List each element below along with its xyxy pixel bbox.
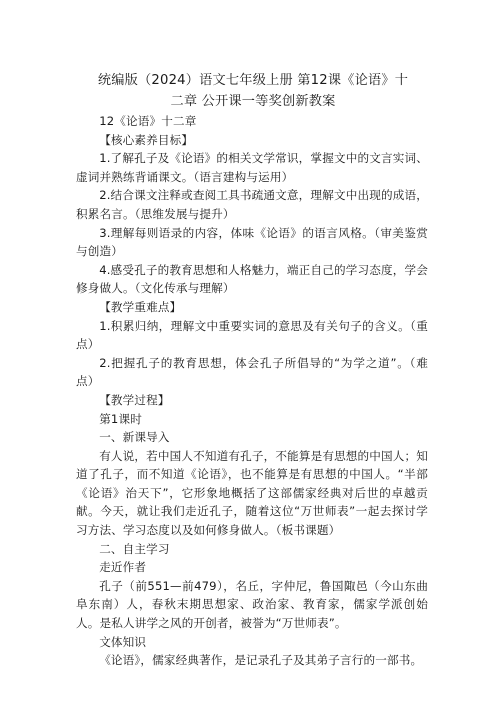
section-heading-core-goals: 【核心素养目标】 — [99, 132, 194, 147]
title-line-1: 统编版（2024）语文七年级上册 第12课《论语》十 — [97, 73, 409, 88]
period-heading: 第1课时 — [99, 411, 142, 426]
goal-item-1: 1.了解孔子及《论语》的相关文学常识，掌握文中的文言实词、虚词并熟练背诵课文。（语言建构与运用） — [76, 151, 428, 184]
genre-heading: 文体知识 — [99, 634, 147, 649]
section-heading-process: 【教学过程】 — [99, 392, 170, 407]
section-heading-key-points: 【教学重难点】 — [99, 299, 182, 314]
key-point-2: 2.把握孔子的教育思想，体会孔子所倡导的“为学之道”。（难点） — [76, 355, 428, 389]
document-body — [76, 112, 428, 670]
subsection-self-study-heading: 二、自主学习 — [99, 541, 170, 556]
document-title — [78, 70, 428, 112]
intro-paragraph: 有人说，若中国人不知道有孔子，不能算是有思想的中国人；知道了孔子，而不知道《论语》，也不能算是有思想的中国人。“半部《论语》治天下”，它形象地概括了这部儒家经典对后世的卓越贡献。今天，就让我们走近孔子，随着这位“万世师表”一起去探讨学习方法、学习态度以及如何修身做人。（板书课题） — [76, 448, 429, 538]
goal-item-3: 3.理解每则语录的内容，体味《论语》的语言风格。（审美鉴赏与创造） — [76, 225, 428, 259]
genre-paragraph: 《论语》，儒家经典著作，是记录孔子及其弟子言行的一部书。 — [99, 653, 423, 668]
key-point-1: 1.积累归纳，理解文中重要实词的意思及有关句子的含义。（重点） — [76, 318, 428, 352]
lesson-heading: 12《论语》十二章 — [99, 114, 197, 128]
author-heading: 走近作者 — [99, 560, 147, 575]
author-paragraph: 孔子（前551—前479），名丘，字仲尼，鲁国陬邑（今山东曲阜东南）人，春秋末期思想家、政治家、教育家，儒家学派创始人。是私人讲学之风的开创者，被誉为“万世师表”。 — [76, 578, 428, 631]
title-line-2: 二章 公开课一等奖创新教案 — [170, 94, 336, 109]
subsection-intro-heading: 一、新课导入 — [99, 430, 170, 445]
goal-item-2: 2.结合课文注释或查阅工具书疏通文意，理解文中出现的成语，积累名言。（思维发展与提升） — [76, 188, 428, 221]
goal-item-4: 4.感受孔子的教育思想和人格魅力，端正自己的学习态度，学会修身做人。（文化传承与理解） — [76, 262, 428, 296]
